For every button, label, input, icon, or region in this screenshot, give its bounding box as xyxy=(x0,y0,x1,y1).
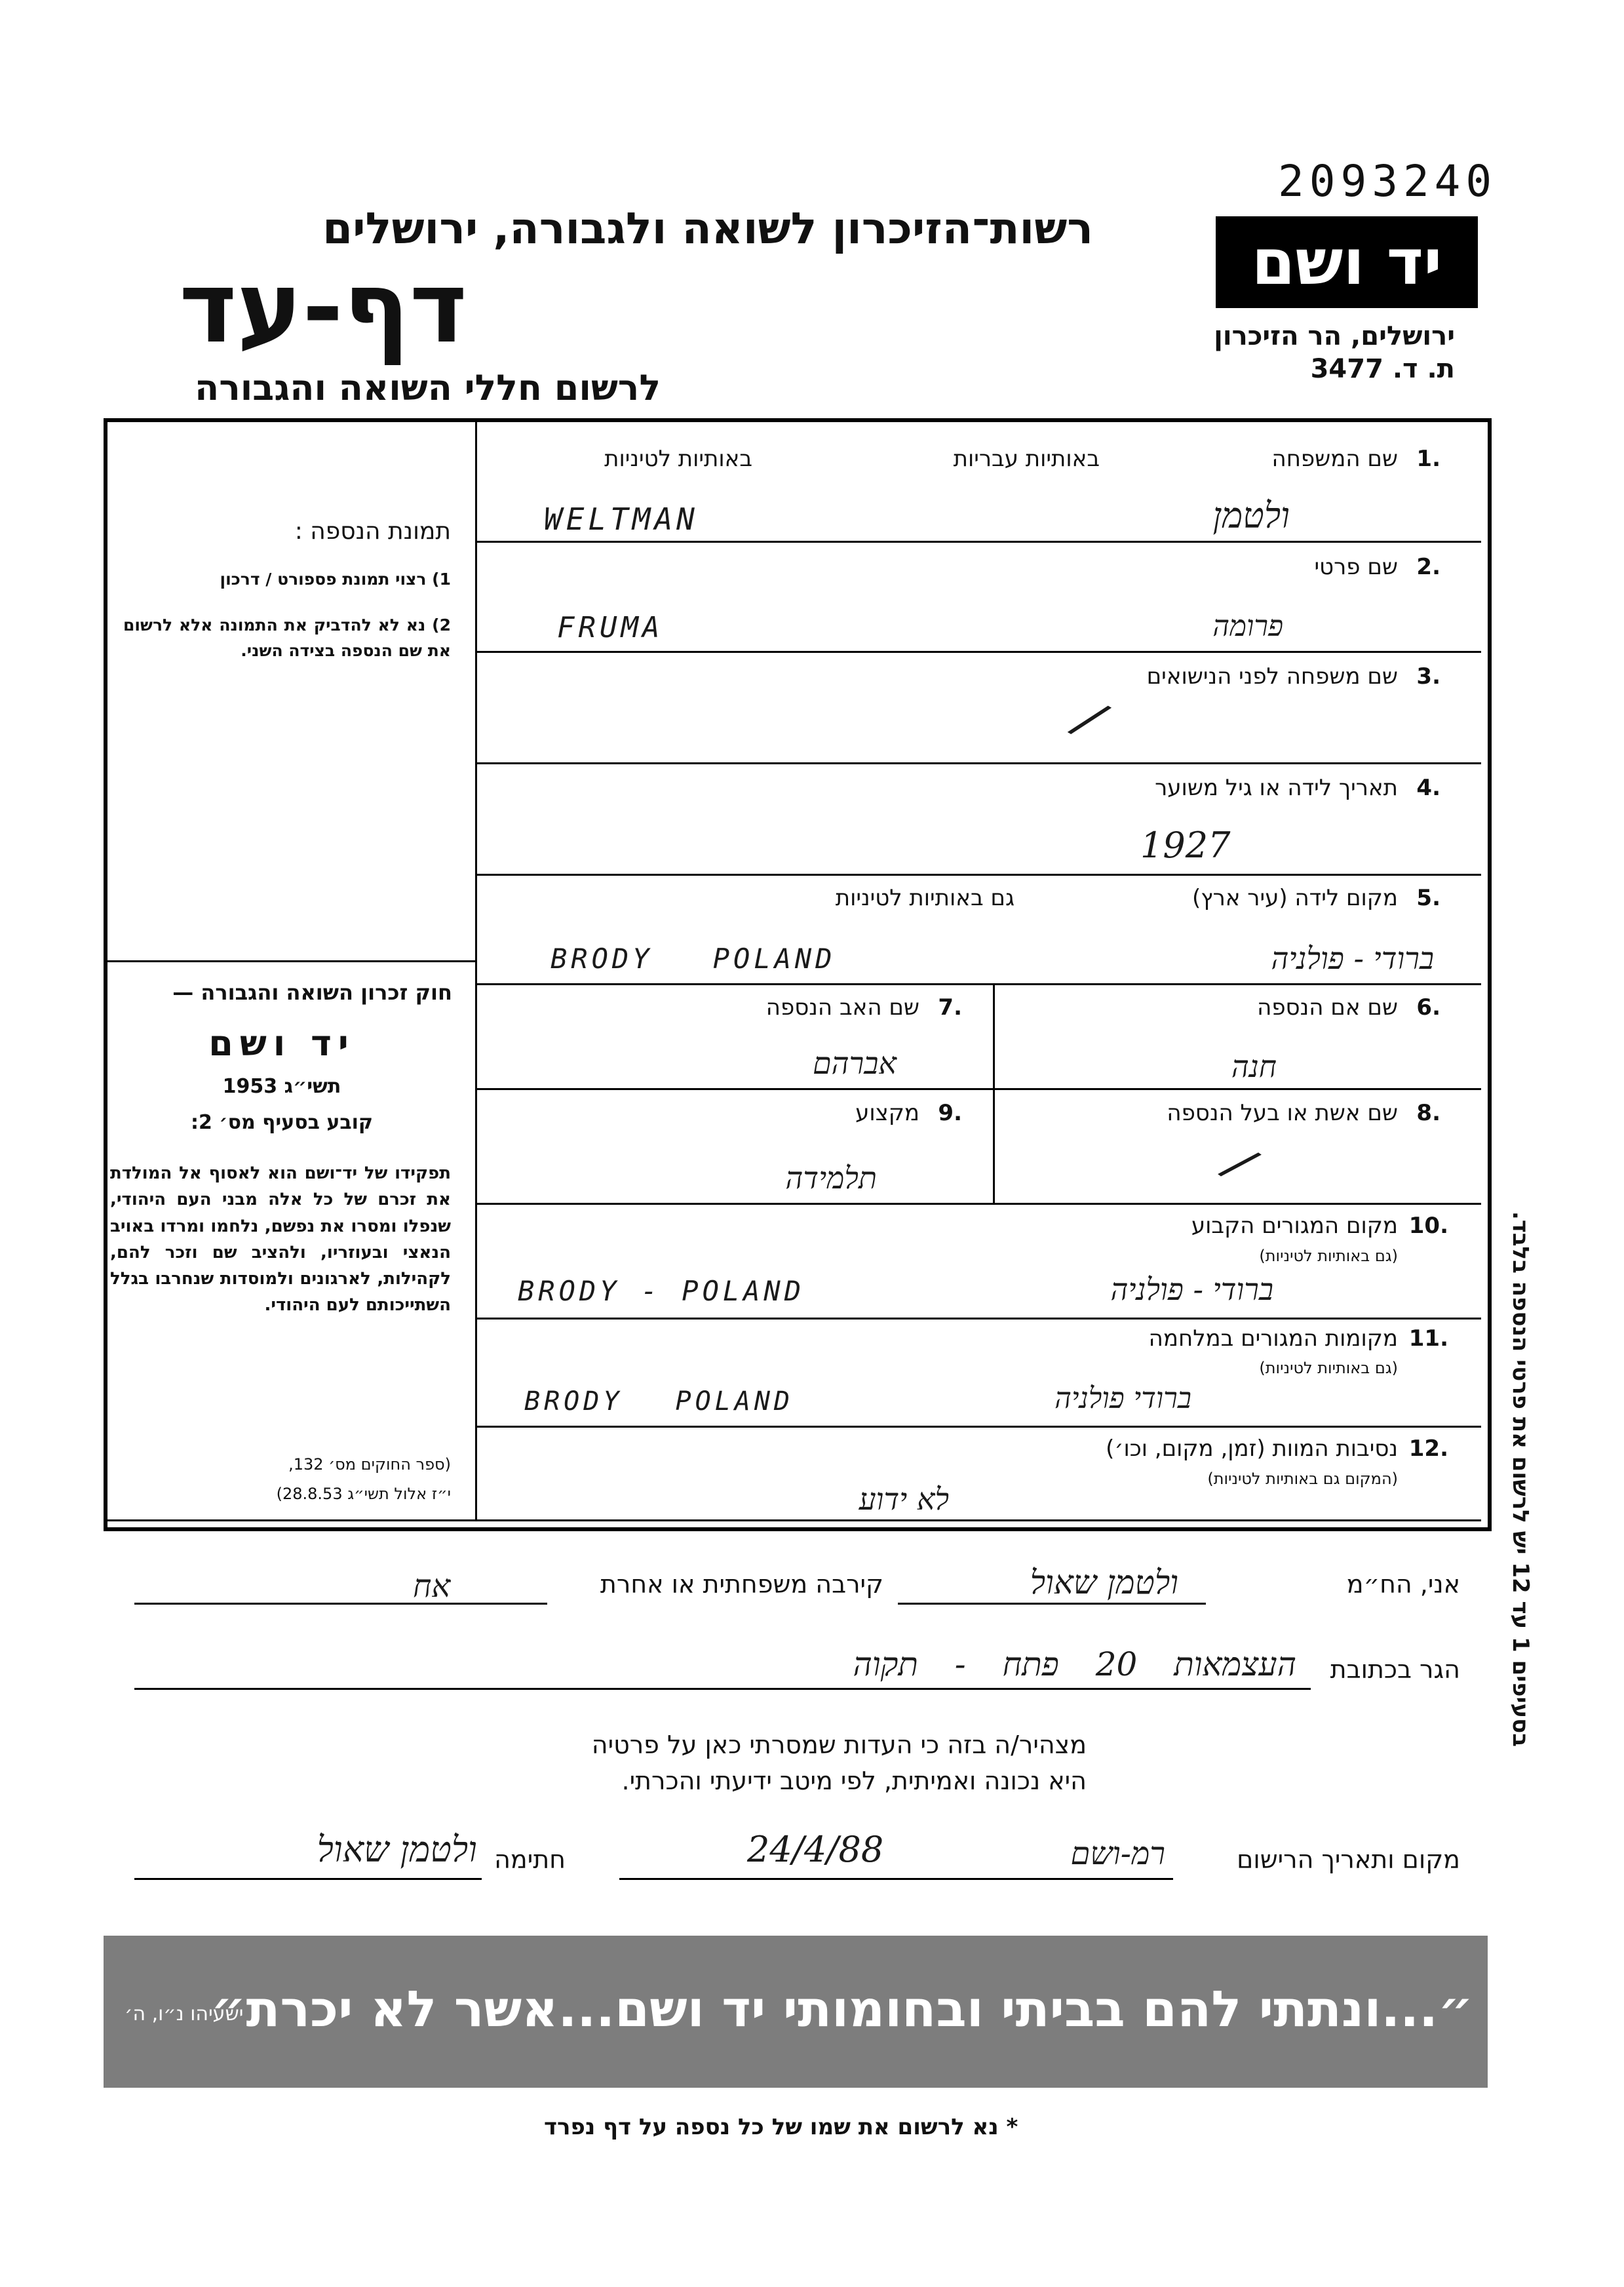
signature-label: חתימה xyxy=(494,1845,566,1874)
field4-value[interactable]: 1927 xyxy=(1140,825,1231,866)
law-name: יד ושם xyxy=(208,1023,355,1064)
declaration-i-label: אני, הח״מ xyxy=(1346,1570,1460,1599)
photo-panel-item1: 1) רצוי תמונת פספורט / דרכון xyxy=(220,570,451,589)
field5-label2: גם באותיות לטיניות xyxy=(835,885,1015,911)
field9-label: מקצוע xyxy=(855,1100,919,1126)
authority-title: רשות־הזיכרון לשואה ולגבורה, ירושלים xyxy=(322,203,1093,254)
side-note: בסעיפים 1 עד 12 יש לרשום את פרטי הנספה בלבד. xyxy=(1507,1211,1534,1747)
field11-hebrew-value[interactable]: ברודי פולניה xyxy=(1054,1382,1191,1415)
field11-number: 11. xyxy=(1408,1325,1448,1352)
place-date-label: מקום ותאריך הרישום xyxy=(1237,1845,1460,1874)
law-year: תשי״ג 1953 xyxy=(222,1075,341,1098)
field1-hebrew-value[interactable]: ולטמן xyxy=(1212,495,1290,536)
field3-label: שם משפחה לפני הנישואים xyxy=(1146,663,1398,690)
banner-source: ישעיהו נ״ו, ה׳ xyxy=(125,2003,244,2025)
field2-label: שם פרטי xyxy=(1314,554,1398,580)
footer-note: * נא לרשום את שמו של כל נספה על דף נפרד xyxy=(544,2114,1018,2140)
field2-number: 2. xyxy=(1416,554,1440,580)
field2-hebrew-value[interactable]: פרומה xyxy=(1212,610,1283,643)
place-value[interactable]: רמ-ושם xyxy=(1070,1835,1165,1872)
law-ref2: י״ז אלול תשי״ג 28.8.53) xyxy=(276,1485,451,1503)
field1-latin-value[interactable]: WELTMAN xyxy=(544,501,699,537)
field3-number: 3. xyxy=(1416,663,1440,690)
field10-latin-value[interactable]: BRODY - POLAND xyxy=(518,1275,805,1307)
field9-number: 9. xyxy=(938,1100,962,1126)
column-header-hebrew: באותיות עבריות xyxy=(953,446,1100,472)
declaration-kinship-value[interactable]: אח xyxy=(413,1568,451,1605)
logo-address-line1: ירושלים, הר הזיכרון xyxy=(1214,321,1455,351)
field5-number: 5. xyxy=(1416,885,1440,911)
field11-label: מקומות המגורים במלחמה xyxy=(1148,1325,1398,1352)
field7-value[interactable]: אברהם xyxy=(812,1046,897,1081)
field7-label: שם האב הנספה xyxy=(765,994,919,1021)
declaration-address-label: הגר בכתובת xyxy=(1330,1655,1460,1684)
declaration-kinship-label: קירבה משפחתית או אחרת xyxy=(600,1570,883,1599)
field6-value[interactable]: חנה xyxy=(1231,1049,1277,1084)
field9-value[interactable]: תלמידה xyxy=(785,1160,877,1196)
field6-label: שם אם הנספה xyxy=(1257,994,1398,1021)
field10-label: מקום המגורים הקבוע xyxy=(1191,1213,1398,1239)
signature-value[interactable]: ולטמן שאול xyxy=(317,1829,477,1870)
field8-number: 8. xyxy=(1416,1100,1440,1126)
field2-latin-value[interactable]: FRUMA xyxy=(557,611,664,644)
field5-hebrew-value[interactable]: ברודי - פולניה xyxy=(1271,941,1434,976)
field12-value[interactable]: לא ידוע xyxy=(859,1481,949,1517)
field7-number: 7. xyxy=(938,994,962,1021)
field6-number: 6. xyxy=(1416,994,1440,1021)
form-title: דף-עד xyxy=(179,251,467,365)
field10-hebrew-value[interactable]: ברודי - פולניה xyxy=(1110,1272,1273,1307)
banner-quote: ״...ונתתי להם בביתי ובחומותי יד ושם...אשר לא יכרת״ xyxy=(210,1980,1473,2038)
declaration-address-value[interactable]: העצמאות 20 פתח - תקוה xyxy=(853,1645,1296,1683)
field12-label: נסיבות המוות (זמן, מקום, וכו׳) xyxy=(1106,1436,1398,1462)
law-clause: קובע בסעיף מס׳ 2: xyxy=(190,1111,374,1134)
field3-value[interactable]: / xyxy=(1067,688,1113,750)
form-subtitle: לרשום חללי השואה והגבורה xyxy=(195,367,661,408)
field10-sub: (גם באותיות לטיניות) xyxy=(1259,1247,1398,1265)
logo-text: יד ושם xyxy=(1251,225,1442,299)
field1-label: שם המשפחה xyxy=(1271,446,1398,472)
field5-latin-value[interactable]: BRODY POLAND xyxy=(551,943,836,975)
field8-value[interactable]: / xyxy=(1216,1134,1264,1192)
photo-panel-title: תמונת הנספה : xyxy=(294,518,451,545)
declaration-i-value[interactable]: ולטמן שאול xyxy=(1030,1563,1178,1601)
law-body: תפקידו של יד־ושם הוא לאסוף אל המולדת את זכרם של כל אלה מבני העם היהודי, שנפלו ומסרו את נפשם, נלחמו ומרדו באויב הנאצי ובעוזריו, ולהציב שם וזכר להם, לקהילות, לארגונים ולמוסדות שנחרבו בגלל השתייכותם לעם היהודי. xyxy=(110,1163,451,1316)
document-number: 2093240 xyxy=(1278,156,1498,206)
column-header-latin: באותיות לטיניות xyxy=(604,446,752,472)
field12-sub: (המקום גם באותיות לטיניות) xyxy=(1207,1470,1398,1488)
field11-sub: (גם באותיות לטיניות) xyxy=(1259,1359,1398,1377)
photo-panel-item2: 2) נא לא להדביק את התמונה אלא לרשום את שם הנספה בצידה השני. xyxy=(123,616,451,660)
field12-number: 12. xyxy=(1408,1436,1448,1462)
field4-label: תאריך לידה או גיל משוער xyxy=(1155,775,1398,801)
field10-number: 10. xyxy=(1408,1213,1448,1239)
field4-number: 4. xyxy=(1416,775,1440,801)
logo-address-line2: ת. ד. 3477 xyxy=(1310,354,1455,384)
field11-latin-value[interactable]: BRODY POLAND xyxy=(524,1386,794,1417)
law-title: חוק זכרון השואה והגבורה — xyxy=(172,980,452,1005)
yad-vashem-logo xyxy=(1216,216,1478,308)
declaration-statement2: היא נכונה ואמיתית, לפי מיטב ידיעתי והכרתי. xyxy=(621,1767,1087,1795)
date-value[interactable]: 24/4/88 xyxy=(747,1829,884,1870)
field8-label: שם אשת או בעל הנספה xyxy=(1167,1100,1398,1126)
field1-number: 1. xyxy=(1416,446,1440,472)
field5-label: מקום לידה (עיר ארץ) xyxy=(1191,885,1398,911)
declaration-statement1: מצהיר/ה בזה כי העדות שמסרתי כאן על פרטיה xyxy=(591,1730,1087,1759)
law-ref1: (ספר החוקים מס׳ 132, xyxy=(288,1455,451,1474)
